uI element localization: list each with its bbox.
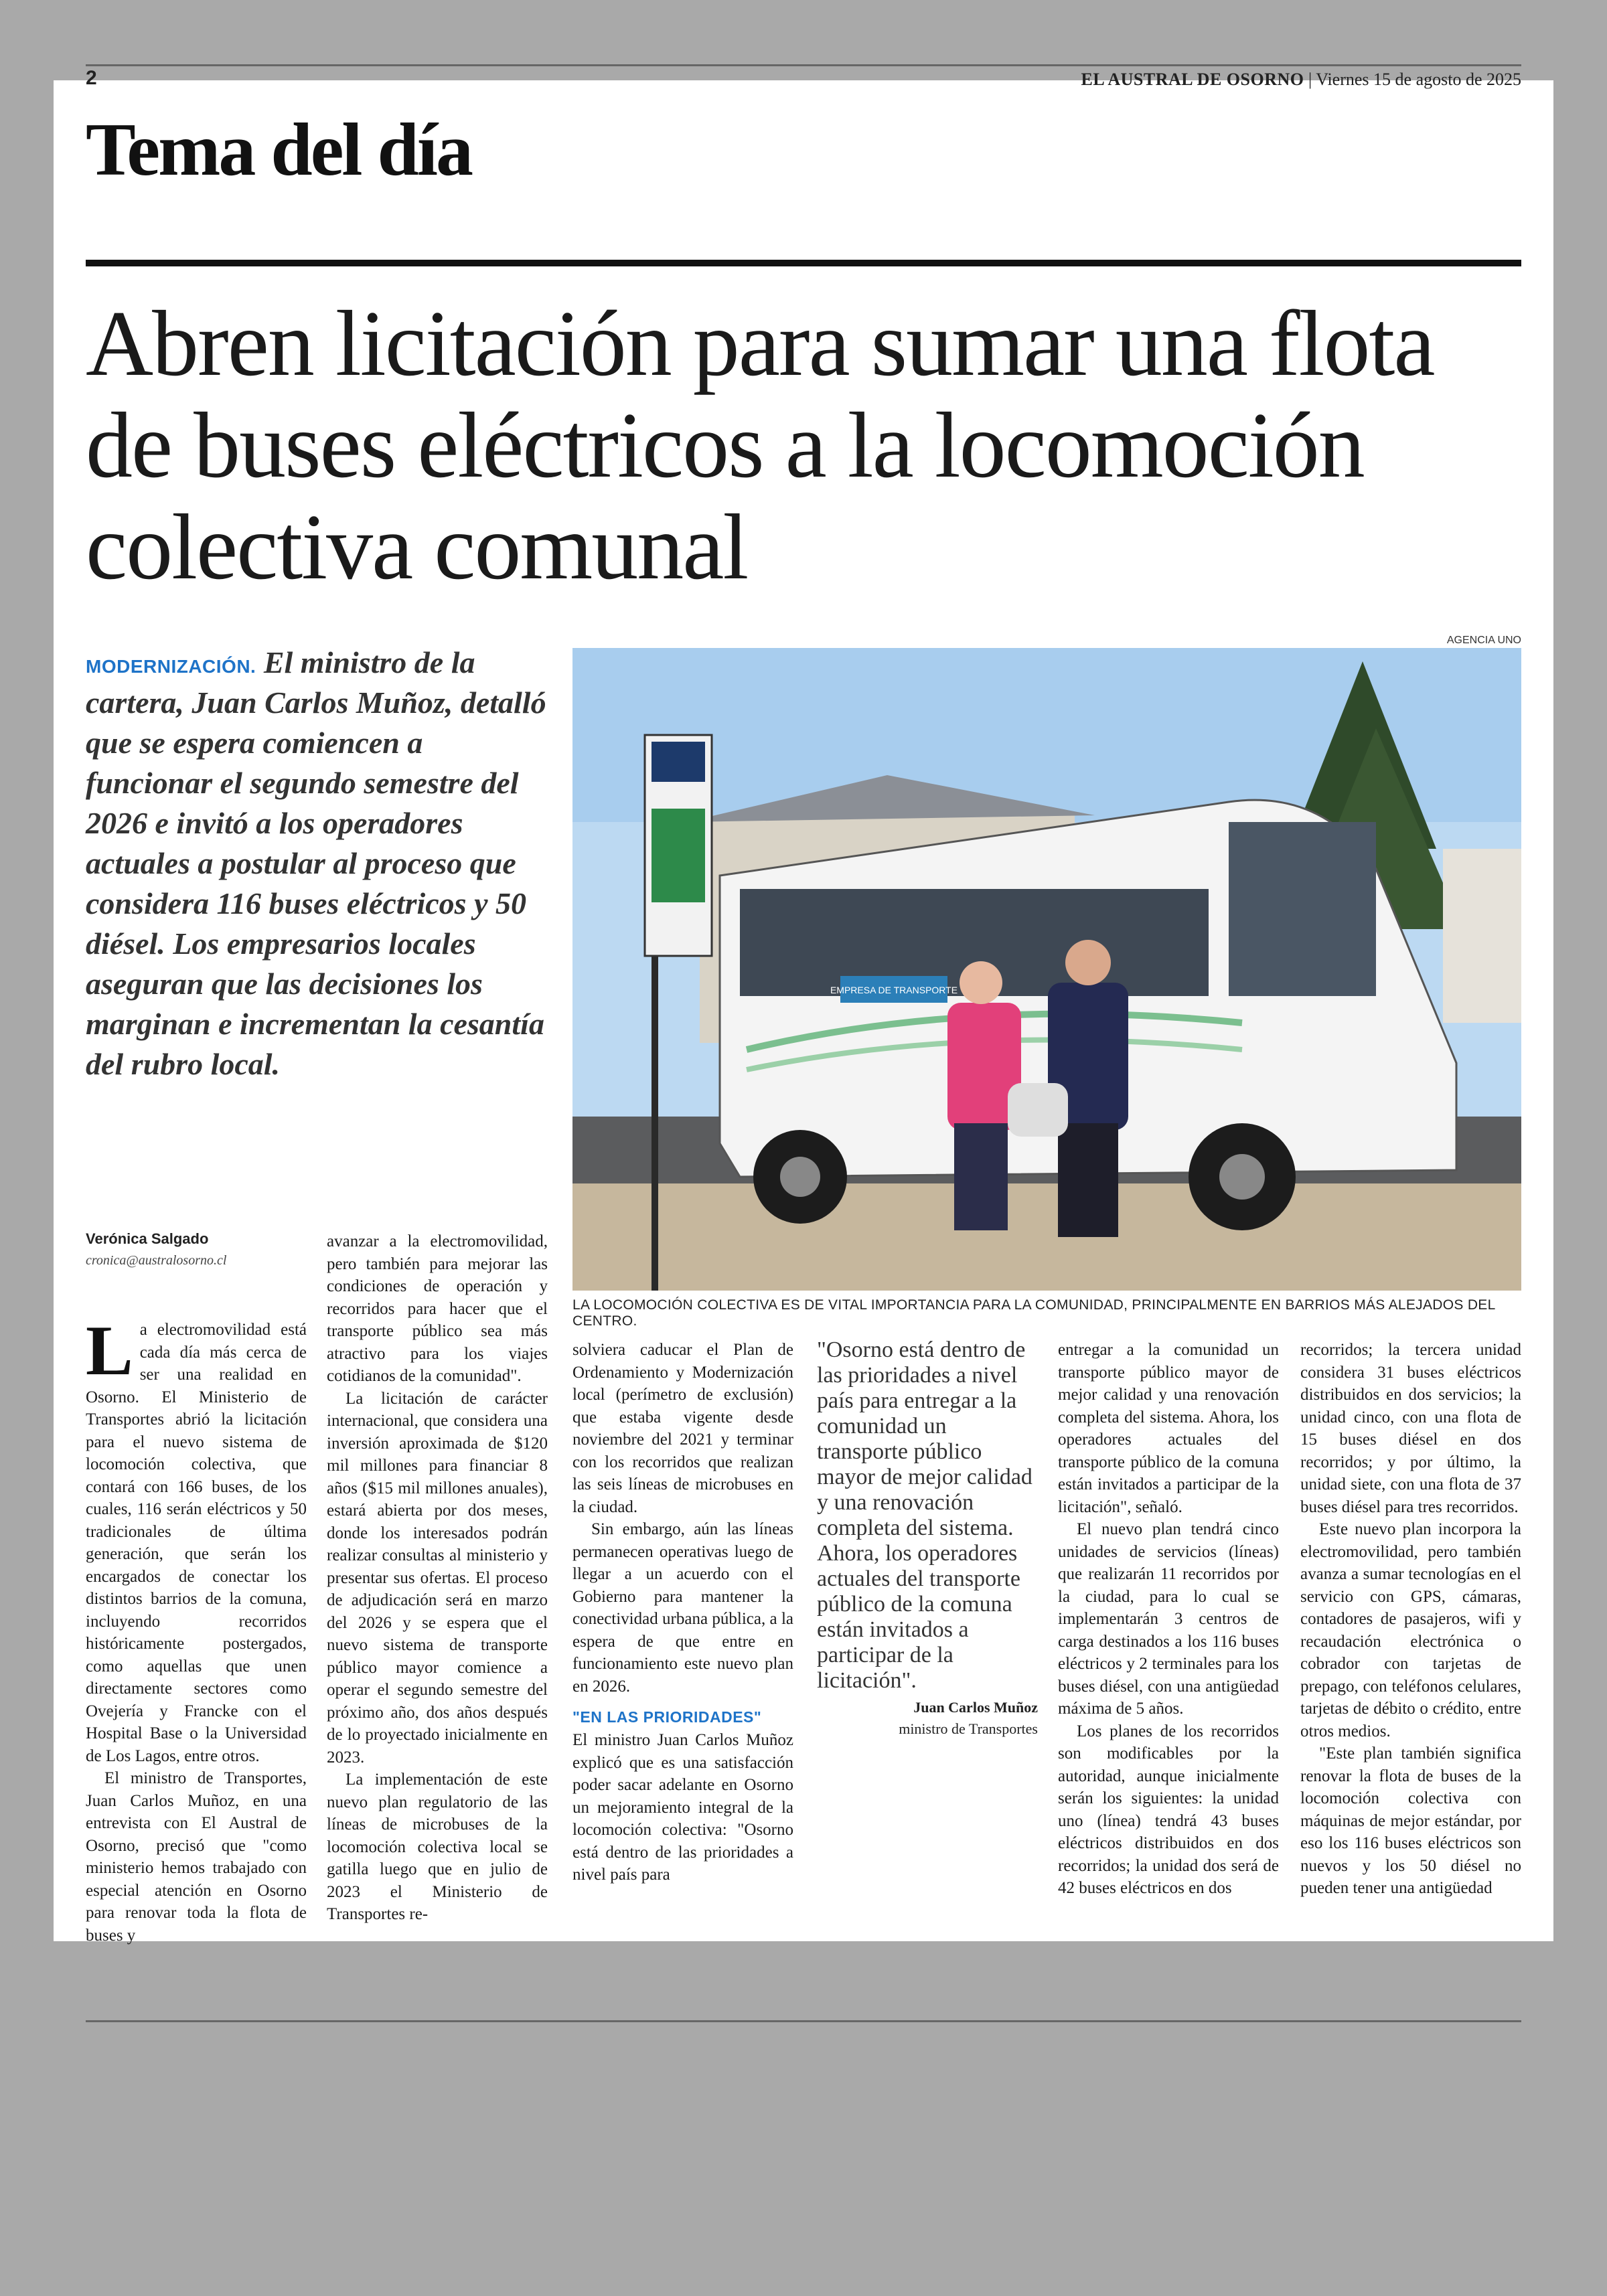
bottom-rule [86, 2020, 1521, 2022]
pull-quote: "Osorno está dentro de las prioridades a nivel país para entregar a la comunidad un transporte público mayor de mejor calidad y una renovación completa del sistema. Ahora, los operadores actuales del transporte público de la comuna están invitados a participar de la licitación". [817, 1337, 1032, 1693]
subheading: "EN LAS PRIORIDADES" [572, 1708, 762, 1726]
lead-paragraph [86, 643, 548, 1084]
bus-illustration [572, 648, 1521, 1291]
body-column-3 [572, 1339, 793, 1886]
publication-date: Viernes 15 de agosto de 2025 [1316, 70, 1521, 89]
quote-attribution-name: Juan Carlos Muñoz [913, 1699, 1038, 1716]
photo-caption: LA LOCOMOCIÓN COLECTIVA ES DE VITAL IMPORTANCIA PARA LA COMUNIDAD, PRINCIPALMENTE EN BARRIOS MÁS ALEJADOS DEL CENTRO. [572, 1297, 1495, 1329]
body-column-4 [1058, 1339, 1279, 1900]
page-number: 2 [86, 67, 97, 89]
masthead-separator: | [1308, 70, 1316, 89]
bus-photo [572, 648, 1521, 1291]
author-email: cronica@australosorno.cl [86, 1253, 227, 1268]
drop-cap: L [86, 1311, 133, 1390]
body-paragraph: "Este plan también significa renovar la flota de buses de la locomoción colectiva con máquinas de mejor estándar, por eso los 116 buses eléctricos son nuevos y los 50 diésel no pueden tener una antigüedad [1300, 1744, 1521, 1897]
body-column-2 [327, 1230, 548, 1926]
body-column-1 [86, 1311, 307, 1947]
body-paragraph: El ministro de Transportes, Juan Carlos Muñoz, en una entrevista con El Austral de Osorno, precisó que "como ministerio hemos trabajado con especial atención en Osorno para renovar toda la flota de buses y [86, 1769, 307, 1945]
section-title: Tema del día [86, 108, 471, 191]
body-paragraph [86, 1311, 307, 1767]
headline: Abren licitación para sumar una flota de buses eléctricos a la locomoción colectiva comunal [86, 292, 1434, 599]
section-rule [86, 260, 1521, 266]
body-paragraph: entregar a la comunidad un transporte público mayor de mejor calidad y una renovación completa del sistema. Ahora, los operadores actuales del transporte público de la comuna están invitados a participar de la licitación", señaló. [1058, 1341, 1279, 1516]
lead-text: El ministro de la cartera, Juan Carlos Muñoz, detalló que se espera comiencen a funcionar el segundo semestre del 2026 e invitó a los operadores actuales a postular al proceso que considera 116 buses eléctricos y 50 diésel. Los empresarios locales aseguran que las decisiones los marginan e incrementan la cesantía del rubro local. [86, 645, 546, 1081]
author-name: Verónica Salgado [86, 1230, 209, 1247]
bus-side-label: EMPRESA DE TRANSPORTE [830, 985, 958, 995]
body-paragraph: recorridos; la tercera unidad considera 31 buses eléctricos distribuidos en dos servicios; la unidad cinco, con una flota de 15 buses diésel en dos recorridos; y por último, la unidad siete, con una flota de 37 buses diésel para tres recorridos. [1300, 1341, 1521, 1516]
body-paragraph: El ministro Juan Carlos Muñoz explicó que es una satisfacción poder sacar adelante en Osorno un mejoramiento integral de la locomoción colectiva: "Osorno está dentro de las prioridades a nivel país para [572, 1731, 793, 1884]
body-paragraph: El nuevo plan tendrá cinco unidades de servicios (líneas) que realizarán 11 recorridos por la ciudad, para lo cual se implementarán 3 centros de carga destinados a los 116 buses eléctricos y 2 terminales para los buses diésel, con una antigüedad máxima de 5 años. [1058, 1520, 1279, 1718]
body-paragraph: La implementación de este nuevo plan regulatorio de las líneas de microbuses de la locomoción colectiva local se gatilla luego que en julio de 2023 el Ministerio de Transportes re- [327, 1771, 548, 1923]
masthead [1081, 70, 1521, 90]
publication-name: EL AUSTRAL DE OSORNO [1081, 70, 1304, 89]
body-column-5 [1300, 1339, 1521, 1900]
body-text: a electromovilidad está cada día más cerca de ser una realidad en Osorno. El Ministerio de Transportes abrió la licitación para el nuevo sistema de locomoción colectiva, que contará con 166 buses, de los cuales, 116 serán eléctricos y 50 tradicionales de última generación, que serán los encargados de conectar los distintos barrios de la comuna, incluyendo recorridos históricamente postergados, como aquellas que unen directamente sectores como Ovejería y Francke con el Hospital Base o la Universidad de Los Lagos, entre otros. [86, 1321, 307, 1765]
photo-credit: AGENCIA UNO [1446, 635, 1521, 646]
body-paragraph: Los planes de los recorridos son modificables por la autoridad, aunque inicialmente serán los siguientes: la unidad uno (línea) tendrá 43 buses eléctricos distribuidos en dos recorridos; la unidad dos será de 42 buses eléctricos en dos [1058, 1722, 1279, 1897]
top-rule [86, 64, 1521, 66]
lead-kicker: MODERNIZACIÓN. [86, 656, 256, 677]
body-paragraph: solviera caducar el Plan de Ordenamiento y Modernización local (perímetro de exclusión) que estaba vigente desde noviembre del 2021 y terminar con los recorridos que realizan las seis líneas de microbuses en la ciudad. [572, 1341, 793, 1516]
body-paragraph: Este nuevo plan incorpora la electromovilidad, pero también avanza a sumar tecnologías en el servicio con GPS, cámaras, contadores de pasajeros, wifi y recaudación electrónica o cobrador con tarjetas de prepago, con teléfonos celulares, tarjetas de débito o crédito, entre otros medios. [1300, 1520, 1521, 1740]
body-paragraph: La licitación de carácter internacional, que considera una inversión aproximada de $120 mil millones para financiar 8 años ($15 mil millones anuales), estará abierta por dos meses, donde los interesados podrán realizar consultas al ministerio y presentar sus ofertas. El proceso de adjudicación será en marzo del 2026 y se espera que el nuevo sistema de transporte público mayor comience a operar el segundo semestre del próximo año, dos años después de lo proyectado inicialmente en 2023. [327, 1389, 548, 1767]
body-paragraph: avanzar a la electromovilidad, pero también para mejorar las condiciones de operación y recorridos para hacer que el transporte público sea más atractivo para los viajes cotidianos de la comunidad". [327, 1232, 548, 1385]
quote-attribution-role: ministro de Transportes [899, 1720, 1038, 1737]
body-paragraph: Sin embargo, aún las líneas permanecen operativas luego de llegar a un acuerdo con el Gobierno para mantener la conectividad urbana pública, a la espera de que entre en funcionamiento este nuevo plan en 2026. [572, 1520, 793, 1696]
